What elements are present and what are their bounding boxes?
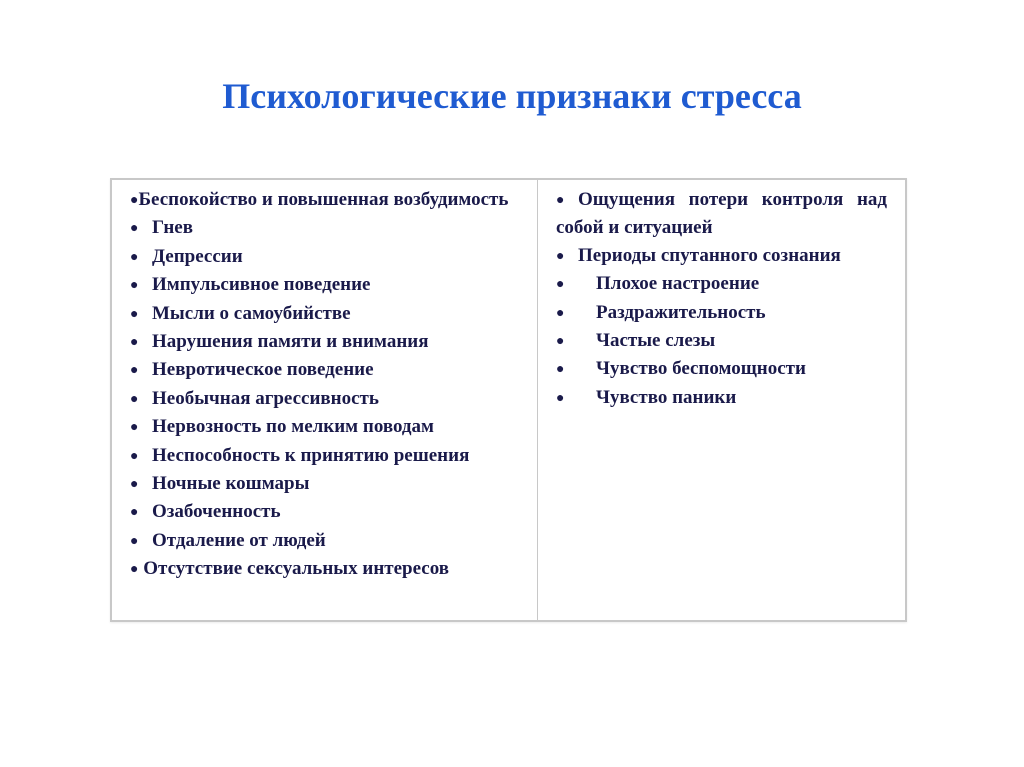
bullet-icon: ●	[130, 420, 139, 436]
bullet-icon: ●	[556, 277, 565, 293]
list-item: ● Ощущения потери контроля над собой и ситуацией	[556, 189, 887, 239]
bullet-icon: ●	[556, 193, 565, 208]
right-column	[538, 180, 905, 620]
bullet-icon: ●	[130, 505, 139, 521]
bullet-icon: ●	[130, 221, 139, 237]
bullet-icon: ●	[130, 448, 139, 464]
list-item: ● Неспособность к принятию решения	[130, 442, 519, 470]
list-item: ● Отсутствие сексуальных интересов	[130, 555, 519, 583]
bullet-icon: ●	[556, 334, 565, 350]
bullet-icon: ●	[130, 533, 139, 549]
bullet-icon: ●	[130, 363, 139, 379]
list-item: ●Беспокойство и повышенная возбудимость	[130, 186, 519, 214]
bullet-icon: ●	[130, 306, 139, 322]
bullet-icon: ●	[130, 278, 139, 294]
list-item: ● Озабоченность	[130, 498, 519, 526]
list-item: ● Нервозность по мелким поводам	[130, 413, 519, 441]
bullet-icon: ●	[130, 477, 139, 493]
bullet-icon: ●	[556, 390, 565, 406]
bullet-icon: ●	[130, 249, 139, 265]
list-item: ● Раздражительность	[556, 299, 887, 327]
list-item: ● Нарушения памяти и внимания	[130, 328, 519, 356]
bullet-icon: ●	[130, 335, 139, 351]
bullet-icon: ●	[556, 362, 565, 378]
bullet-icon: ●	[130, 391, 139, 407]
list-item: ● Депрессии	[130, 243, 519, 271]
bullet-icon: ●	[130, 562, 139, 578]
list-item: ● Плохое настроение	[556, 270, 887, 298]
list-item: ● Частые слезы	[556, 327, 887, 355]
list-item: ● Невротическое поведение	[130, 356, 519, 384]
list-item: ● Мысли о самоубийстве	[130, 300, 519, 328]
list-item: ● Гнев	[130, 214, 519, 242]
bullet-icon: ●	[556, 248, 565, 264]
list-item: ● Импульсивное поведение	[130, 271, 519, 299]
bullet-icon: ●	[130, 193, 139, 208]
bullet-icon: ●	[556, 305, 565, 321]
page-title: Психологические признаки стресса	[222, 76, 802, 116]
list-item: ● Чувство беспомощности	[556, 355, 887, 383]
signs-table	[110, 178, 907, 622]
list-item: ● Отдаление от людей	[130, 527, 519, 555]
list-item: ● Ночные кошмары	[130, 470, 519, 498]
list-item: ● Периоды спутанного сознания	[556, 242, 887, 270]
list-item: ● Чувство паники	[556, 384, 887, 412]
left-column	[112, 180, 538, 620]
list-item: ● Необычная агрессивность	[130, 385, 519, 413]
